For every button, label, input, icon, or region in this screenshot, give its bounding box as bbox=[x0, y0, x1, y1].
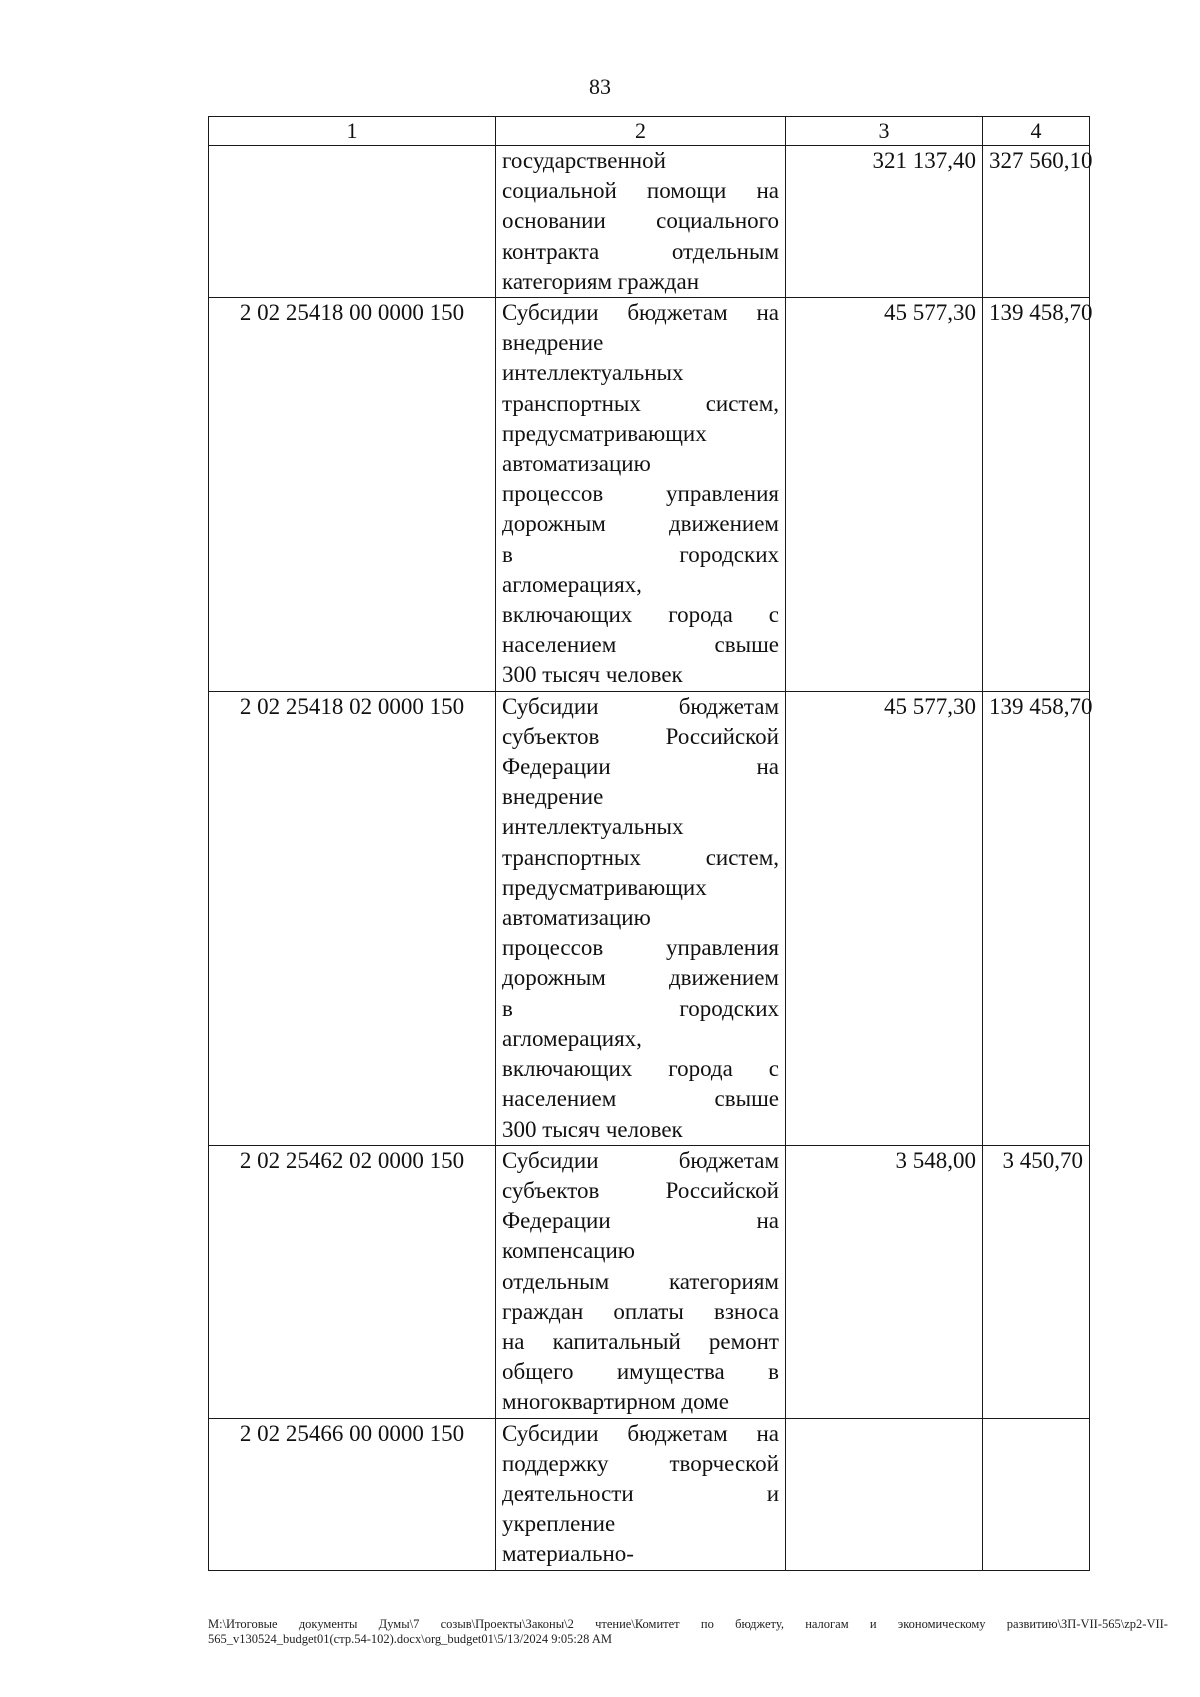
description-line: населением свыше bbox=[502, 1086, 779, 1112]
table-row bbox=[209, 298, 1090, 692]
description-line: материально- bbox=[502, 1541, 634, 1567]
description-line: укрепление bbox=[502, 1511, 616, 1537]
description-line: Субсидии бюджетам bbox=[502, 1147, 779, 1173]
description-line: отдельным категориям bbox=[502, 1268, 779, 1294]
description-line: общего имущества в bbox=[502, 1359, 779, 1385]
amount-col3-cell: 3 548,00 bbox=[786, 1145, 983, 1418]
budget-code-cell: 2 02 25418 00 0000 150 bbox=[209, 298, 496, 692]
description-line: населением свыше bbox=[502, 632, 779, 658]
description-line: на капитальный ремонт bbox=[502, 1328, 779, 1354]
description-line: внедрение bbox=[502, 784, 604, 810]
budget-code-cell: 2 02 25462 02 0000 150 bbox=[209, 1145, 496, 1418]
table-row bbox=[209, 1145, 1090, 1418]
description-line: Субсидии бюджетам на bbox=[502, 300, 779, 326]
description-line: транспортных систем, bbox=[502, 390, 779, 416]
table-row bbox=[209, 146, 1090, 298]
description-line: интеллектуальных bbox=[502, 360, 684, 386]
amount-col3-cell: 45 577,30 bbox=[786, 298, 983, 692]
description-line: агломерациях, bbox=[502, 1025, 642, 1051]
description-line: предусматривающих bbox=[502, 420, 707, 446]
amount-col4-cell: 139 458,70 bbox=[983, 298, 1090, 692]
description-line: категориям граждан bbox=[502, 268, 700, 294]
description-line: субъектов Российской bbox=[502, 723, 779, 749]
amount-col3-cell: 45 577,30 bbox=[786, 691, 983, 1145]
table-row bbox=[209, 1418, 1090, 1570]
footer-path-line-1: М:\Итоговые документы Думы\7 созыв\Проекты\Законы\2 чтение\Комитет по бюджету, налогам и экономическому развитию\ЗП-VII-565\zp2-VII- bbox=[208, 1617, 1168, 1631]
description-line: Субсидии бюджетам на bbox=[502, 1420, 779, 1446]
description-line: 300 тысяч человек bbox=[502, 1116, 683, 1142]
description-line: субъектов Российской bbox=[502, 1177, 779, 1203]
amount-col4-cell: 3 450,70 bbox=[983, 1145, 1090, 1418]
description-line: процессов управления bbox=[502, 481, 779, 507]
description-line: дорожным движением bbox=[502, 511, 779, 537]
description-line: деятельности и bbox=[502, 1480, 779, 1506]
footer-path-line-2: 565_v130524_budget01(стр.54-102).docx\org_budget01\5/13/2024 9:05:28 AM bbox=[208, 1632, 612, 1646]
description-line: Субсидии бюджетам bbox=[502, 693, 779, 719]
description-line: Федерации на bbox=[502, 1208, 779, 1234]
description-line: включающих города с bbox=[502, 602, 779, 628]
column-header-3: 3 bbox=[786, 117, 983, 146]
description-cell bbox=[496, 691, 786, 1145]
table-body bbox=[209, 146, 1093, 1571]
amount-col3-cell: 321 137,40 bbox=[786, 146, 983, 298]
description-line: дорожным движением bbox=[502, 965, 779, 991]
description-line: автоматизацию bbox=[502, 451, 651, 477]
budget-code-cell: 2 02 25418 02 0000 150 bbox=[209, 691, 496, 1145]
description-line: процессов управления bbox=[502, 935, 779, 961]
table-row bbox=[209, 691, 1090, 1145]
description-line: многоквартирном доме bbox=[502, 1389, 729, 1415]
column-header-2: 2 bbox=[496, 117, 786, 146]
description-line: транспортных систем, bbox=[502, 844, 779, 870]
description-line: предусматривающих bbox=[502, 874, 707, 900]
description-line: автоматизацию bbox=[502, 905, 651, 931]
description-line: Федерации на bbox=[502, 754, 779, 780]
column-header-1: 1 bbox=[209, 117, 496, 146]
description-line: граждан оплаты взноса bbox=[502, 1298, 779, 1324]
description-line: 300 тысяч человек bbox=[502, 662, 683, 688]
column-header-4: 4 bbox=[983, 117, 1090, 146]
budget-table bbox=[208, 116, 1093, 1571]
description-line: поддержку творческой bbox=[502, 1450, 779, 1476]
description-cell bbox=[496, 1418, 786, 1570]
budget-code-cell: 2 02 25466 00 0000 150 bbox=[209, 1418, 496, 1570]
page-number: 83 bbox=[589, 74, 611, 99]
document-path-footer bbox=[208, 1617, 1168, 1647]
description-line: в городских bbox=[502, 995, 779, 1021]
description-line: государственной bbox=[502, 148, 666, 173]
table-header-row bbox=[209, 117, 1090, 146]
budget-code-cell bbox=[209, 146, 496, 298]
amount-col4-cell: 327 560,10 bbox=[983, 146, 1090, 298]
description-line: агломерациях, bbox=[502, 571, 642, 597]
description-line: компенсацию bbox=[502, 1238, 635, 1264]
description-line: интеллектуальных bbox=[502, 814, 684, 840]
description-line: в городских bbox=[502, 541, 779, 567]
amount-col3-cell bbox=[786, 1418, 983, 1570]
description-line: основании социального bbox=[502, 208, 779, 234]
amount-col4-cell bbox=[983, 1418, 1090, 1570]
description-line: контракта отдельным bbox=[502, 238, 779, 264]
amount-col4-cell: 139 458,70 bbox=[983, 691, 1090, 1145]
description-line: внедрение bbox=[502, 330, 604, 356]
description-line: включающих города с bbox=[502, 1056, 779, 1082]
description-cell bbox=[496, 146, 786, 298]
description-cell bbox=[496, 1145, 786, 1418]
description-line: социальной помощи на bbox=[502, 178, 779, 204]
description-cell bbox=[496, 298, 786, 692]
